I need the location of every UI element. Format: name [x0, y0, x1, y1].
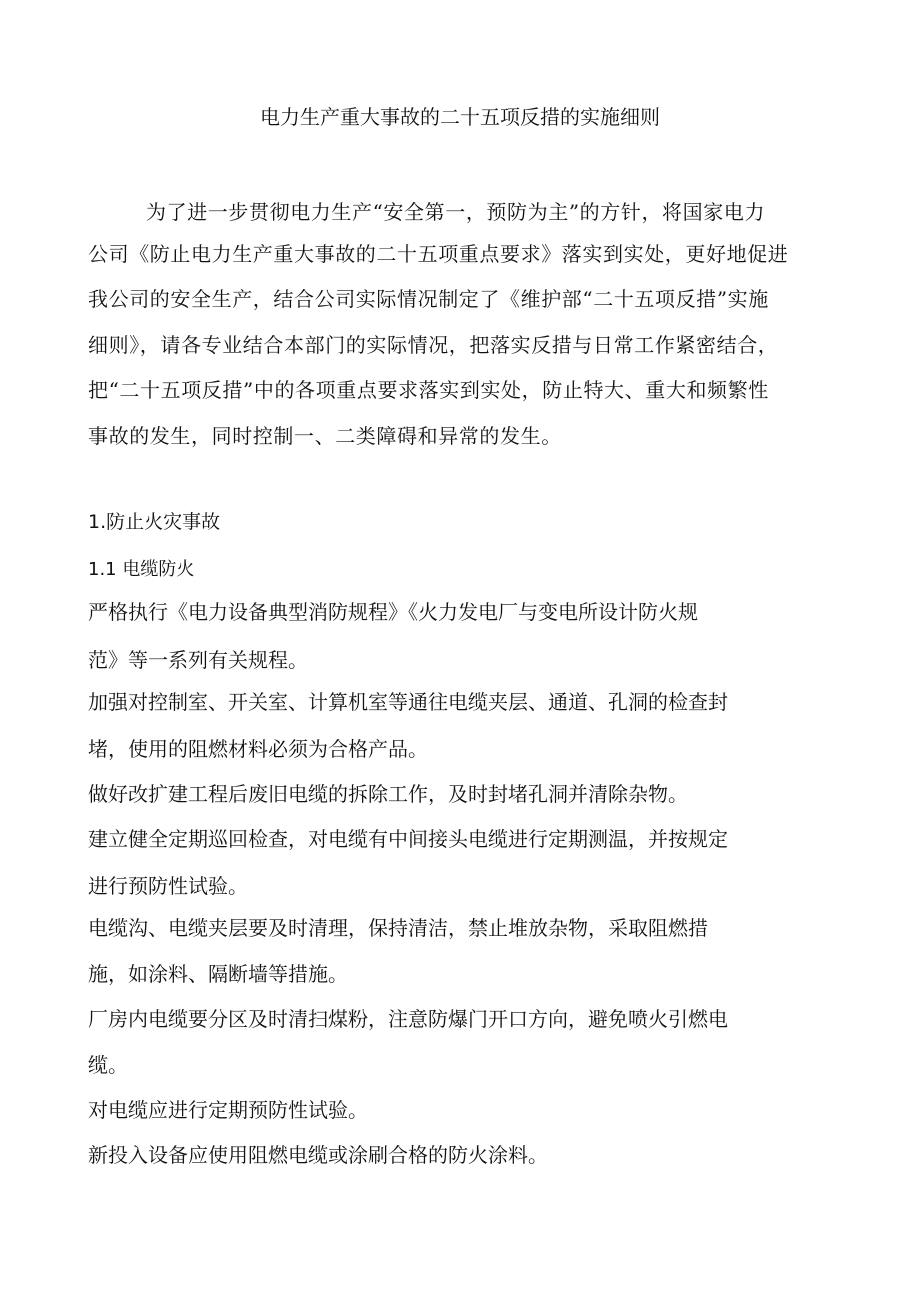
- subsection-heading: 1.1 电缆防火: [88, 559, 195, 580]
- body-line-2: 范》等一系列有关规程。: [88, 648, 308, 672]
- body-line-12: 对电缆应进行定期预防性试验。: [88, 1098, 368, 1122]
- body-line-9: 施，如涂料、隔断墙等措施。: [88, 962, 348, 986]
- body-line-11: 缆。: [88, 1053, 128, 1077]
- body-line-7: 进行预防性试验。: [88, 874, 248, 898]
- body-line-6: 建立健全定期巡回检查，对电缆有中间接头电缆进行定期测温，并按规定: [88, 827, 728, 851]
- body-line-13: 新投入设备应使用阻燃电缆或涂刷合格的防火涂料。: [88, 1143, 548, 1167]
- body-line-1: 严格执行《电力设备典型消防规程》《火力发电厂与变电所设计防火规: [88, 600, 698, 624]
- body-line-4: 堵，使用的阻燃材料必须为合格产品。: [88, 737, 428, 761]
- intro-line-4: 细则》，请各专业结合本部门的实际情况，把落实反措与日常工作紧密结合，: [88, 333, 779, 357]
- document-title: 电力生产重大事故的二十五项反措的实施细则: [260, 105, 660, 129]
- body-line-5: 做好改扩建工程后废旧电缆的拆除工作，及时封堵孔洞并清除杂物。: [88, 782, 688, 806]
- intro-line-6: 事故的发生，同时控制一、二类障碍和异常的发生。: [88, 424, 562, 448]
- intro-line-1: 为了进一步贯彻电力生产“安全第一，预防为主”的方针，将国家电力: [146, 200, 766, 224]
- section-heading: 1.防止火灾事故: [88, 511, 221, 533]
- intro-line-5: 把“二十五项反措”中的各项重点要求落实到实处，防止特大、重大和频繁性: [88, 378, 769, 402]
- body-line-10: 厂房内电缆要分区及时清扫煤粉，注意防爆门开口方向，避免喷火引燃电: [88, 1007, 728, 1031]
- intro-line-2: 公司《防止电力生产重大事故的二十五项重点要求》落实到实处，更好地促进: [88, 242, 789, 266]
- body-line-8: 电缆沟、电缆夹层要及时清理，保持清洁，禁止堆放杂物，采取阻燃措: [88, 916, 708, 940]
- intro-line-3: 我公司的安全生产，结合公司实际情况制定了《维护部“二十五项反措”实施: [88, 287, 769, 311]
- body-line-3: 加强对控制室、开关室、计算机室等通往电缆夹层、通道、孔洞的检查封: [88, 690, 728, 714]
